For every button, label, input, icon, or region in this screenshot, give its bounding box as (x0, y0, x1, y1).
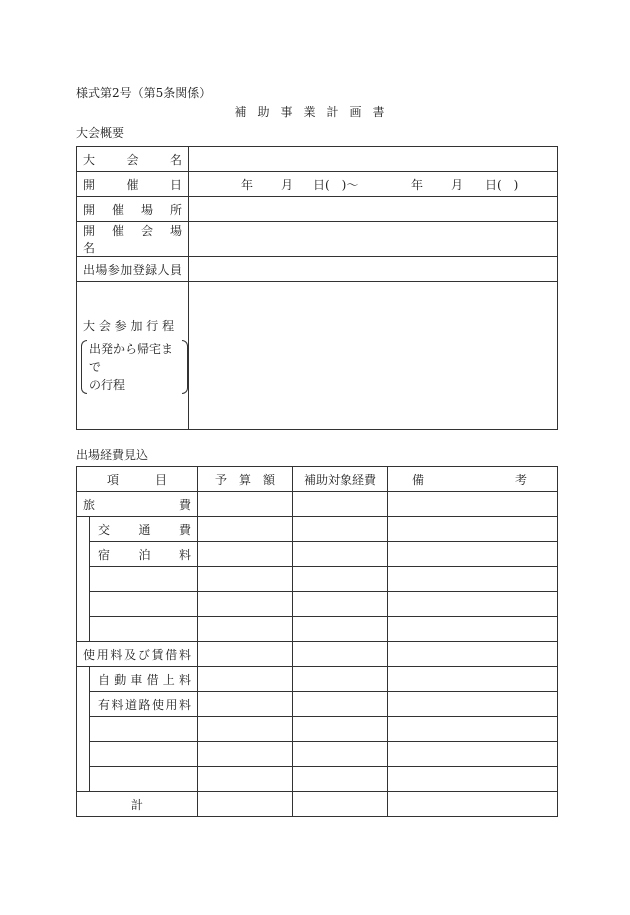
header-budget: 予 算 額 (198, 467, 293, 492)
travel-label-left: 旅 (83, 497, 96, 512)
lodging-remarks-cell[interactable] (388, 542, 558, 567)
car-rental-eligible-cell[interactable] (293, 667, 388, 692)
rental-extra-item-cell[interactable] (90, 717, 198, 742)
total-remarks-cell[interactable] (388, 792, 558, 817)
date-day-2: 日( ) (485, 178, 519, 192)
itinerary-label-cell (77, 282, 189, 430)
participants-field[interactable] (189, 257, 558, 282)
transport-eligible-cell[interactable] (293, 517, 388, 542)
venue-place-field[interactable] (189, 197, 558, 222)
travel-extra-eligible-cell[interactable] (293, 567, 388, 592)
travel-extra-budget-cell[interactable] (198, 617, 293, 642)
travel-extra-item-cell[interactable] (90, 592, 198, 617)
toll-road-remarks-cell[interactable] (388, 692, 558, 717)
date-month-1: 月 (281, 178, 294, 192)
lodging-eligible-cell[interactable] (293, 542, 388, 567)
itinerary-note-line2: の行程 (89, 378, 126, 392)
travel-remarks-cell[interactable] (388, 492, 558, 517)
header-remarks-part2: 考 (515, 472, 528, 487)
rental-extra-budget-cell[interactable] (198, 742, 293, 767)
event-date-field[interactable] (189, 172, 558, 197)
travel-extra-remarks-cell[interactable] (388, 592, 558, 617)
total-eligible-cell[interactable] (293, 792, 388, 817)
date-month-2: 月 (451, 178, 464, 192)
rental-budget-cell[interactable] (198, 642, 293, 667)
venue-name-label: 開 催 会 場 名 (77, 222, 189, 257)
venue-place-label: 開 催 場 所 (77, 197, 189, 222)
travel-extra-remarks-cell[interactable] (388, 617, 558, 642)
travel-extra-item-cell[interactable] (90, 617, 198, 642)
travel-budget-cell[interactable] (198, 492, 293, 517)
rental-extra-eligible-cell[interactable] (293, 742, 388, 767)
total-label: 計 (77, 792, 198, 817)
rental-remarks-cell[interactable] (388, 642, 558, 667)
itinerary-field[interactable] (189, 282, 558, 430)
travel-category-label (77, 492, 198, 517)
itinerary-label: 大 会 参 加 行 程 (83, 319, 175, 333)
rental-extra-remarks-cell[interactable] (388, 742, 558, 767)
rental-extra-item-cell[interactable] (90, 767, 198, 792)
left-paren-shape (81, 340, 87, 394)
travel-extra-budget-cell[interactable] (198, 567, 293, 592)
travel-extra-item-cell[interactable] (90, 567, 198, 592)
toll-road-budget-cell[interactable] (198, 692, 293, 717)
itinerary-note (81, 340, 188, 394)
travel-label-right: 費 (179, 497, 192, 512)
travel-indent-cell (77, 517, 90, 642)
rental-extra-eligible-cell[interactable] (293, 767, 388, 792)
transport-fee-label: 交 通 費 (90, 517, 198, 542)
travel-extra-eligible-cell[interactable] (293, 592, 388, 617)
date-year-2: 年 (411, 178, 424, 192)
expense-estimate-heading: 出場経費見込 (76, 448, 149, 462)
rental-indent-cell (77, 667, 90, 792)
event-overview-heading: 大会概要 (76, 126, 125, 140)
toll-road-eligible-cell[interactable] (293, 692, 388, 717)
car-rental-budget-cell[interactable] (198, 667, 293, 692)
form-number-label: 様式第2号（第5条関係） (76, 86, 212, 100)
lodging-budget-cell[interactable] (198, 542, 293, 567)
car-rental-remarks-cell[interactable] (388, 667, 558, 692)
rental-extra-eligible-cell[interactable] (293, 717, 388, 742)
date-year-1: 年 (241, 178, 254, 192)
header-item: 項 目 (77, 467, 198, 492)
header-remarks (388, 467, 558, 492)
rental-extra-budget-cell[interactable] (198, 717, 293, 742)
date-day-1: 日( )〜 (313, 178, 359, 192)
participants-label: 出場参加登録人員 (77, 257, 189, 282)
rental-extra-remarks-cell[interactable] (388, 767, 558, 792)
rental-eligible-cell[interactable] (293, 642, 388, 667)
travel-eligible-cell[interactable] (293, 492, 388, 517)
transport-budget-cell[interactable] (198, 517, 293, 542)
venue-name-field[interactable] (189, 222, 558, 257)
event-name-label: 大 会 名 (77, 147, 189, 172)
car-rental-label: 自動車借上料 (90, 667, 198, 692)
event-date-label: 開 催 日 (77, 172, 189, 197)
toll-road-label: 有料道路使用料 (90, 692, 198, 717)
rental-extra-remarks-cell[interactable] (388, 717, 558, 742)
travel-extra-budget-cell[interactable] (198, 592, 293, 617)
event-overview-table (76, 146, 558, 430)
total-budget-cell[interactable] (198, 792, 293, 817)
travel-extra-eligible-cell[interactable] (293, 617, 388, 642)
transport-remarks-cell[interactable] (388, 517, 558, 542)
rental-extra-item-cell[interactable] (90, 742, 198, 767)
travel-extra-remarks-cell[interactable] (388, 567, 558, 592)
right-paren-shape (182, 340, 188, 394)
rental-category-label: 使用料及び賃借料 (77, 642, 198, 667)
itinerary-note-line1: 出発から帰宅まで (89, 342, 174, 374)
expense-table (76, 466, 558, 817)
header-eligible-expense: 補助対象経費 (293, 467, 388, 492)
document-title: 補助事業計画書 (234, 105, 396, 119)
lodging-fee-label: 宿 泊 料 (90, 542, 198, 567)
header-remarks-part1: 備 (412, 472, 425, 487)
rental-extra-budget-cell[interactable] (198, 767, 293, 792)
event-name-field[interactable] (189, 147, 558, 172)
